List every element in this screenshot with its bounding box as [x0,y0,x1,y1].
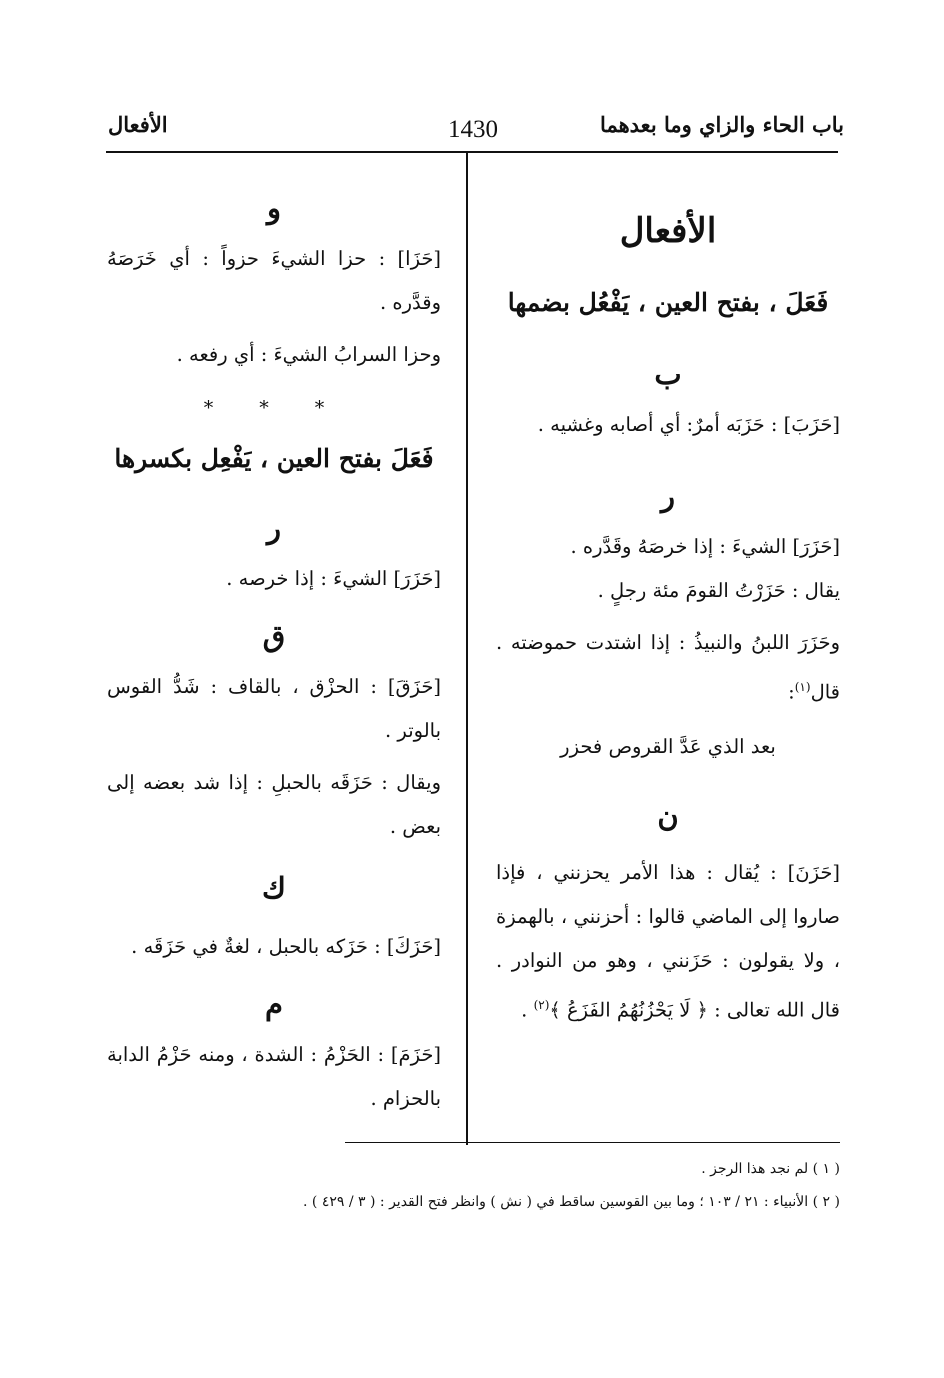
entry-hazama: [حَزَمَ] : الحَزْمُ : الشدة ، ومنه حَزْمُ الدابة بالحزام . [107,1043,441,1110]
letter-heading-n: ن [657,798,679,833]
column-divider [466,153,468,1145]
right-column [496,153,840,1032]
letter-heading-r: ر [660,479,675,513]
letter-heading-m: م [265,987,283,1021]
letter-heading-q: ق [262,619,286,653]
chapter-title: باب الحاء والزاي وما بعدهما [600,112,844,137]
entry-hazaa-mirage: وحزا السرابُ الشيءَ : أي رفعه . [176,343,441,366]
section-running-title: الأفعال [108,112,168,137]
footnote-ref-1: (١) [794,680,811,694]
entry-hazara-milk: وحَزَرَ اللبنُ والنبيذُ : إذا اشتدت حموضته . قال$^{(١)}$: [496,631,840,704]
letter-heading-k: ك [262,871,286,905]
verse-line: بعد الذي عَدَّ القروص فحزر [560,734,776,758]
entry-hazaba: [حَزَبَ] : حَزَبَه أمرٌ: أي أصابه وغشيه . [537,413,840,436]
entry-hazana: [حَزَنَ] : يُقال : هذا الأمر يحزنني ، فإذا صاروا إلى الماضي قالوا : أحزنني ، بالهمزة ، ولا يقولون : حَزَنني ، وهو من النوادر . قال الله تعالى : ﴿ لَا يَحْزُنُهُمُ الفَزَعُ ﴾$^{(٢)}$ . [496,860,840,1021]
footnote-rule [345,1142,840,1143]
verb-pattern-heading: فَعَلَ ، بفتح العين ، يَفْعُل بضمها [507,288,829,317]
entry-hazara-left: [حَزَرَ] الشيءَ : إذا خرصه . [226,567,441,590]
section-separator: * * * [203,397,345,419]
verb-pattern-heading-kasra: فَعَلَ بفتح العين ، يَفْعِل بكسرها [114,444,434,473]
entry-hazaka: [حَزَكَ] : حَزَكه بالحبل ، لغةٌ في حَزَقَه . [131,935,441,958]
footnote-ref-2: (٢) [533,997,550,1012]
footnote-2: ( ٢ ) الأنبياء : ٢١ / ١٠٣ ؛ وما بين القوسين ساقط في ( نش ) وانظر فتح القدير : ( ٣ / ٤٢٩ ) . [303,1194,840,1210]
left-column [107,153,441,1121]
letter-heading-r-left: ر [266,511,281,545]
footnote-1: ( ١ ) لم نجد هذا الرجز . [701,1161,840,1177]
entry-hazara-example: يقال : حَزَرْتُ القومَ مئة رجلٍ . [597,579,840,602]
letter-heading-w: و [266,191,281,225]
entry-hazara: [حَزَرَ] الشيءَ : إذا خرصَهُ وقَدَّره . [570,535,840,558]
entry-hazaa: [حَزَا] : حزا الشيءَ حزواً : أي خَرَصَهُ وقدَّره . [107,247,441,314]
entry-hazaqa: [حَزَقَ] : الحزْق ، بالقاف : شَدُّ القوس بالوتر . [107,675,441,742]
page-number: 1430 [448,116,498,143]
letter-heading-b: ب [654,357,682,391]
entry-hazaqa-rope: ويقال : حَزَقَه بالحبلِ : إذا شد بعضه إلى بعض . [107,771,441,838]
section-heading: الأفعال [619,211,717,251]
